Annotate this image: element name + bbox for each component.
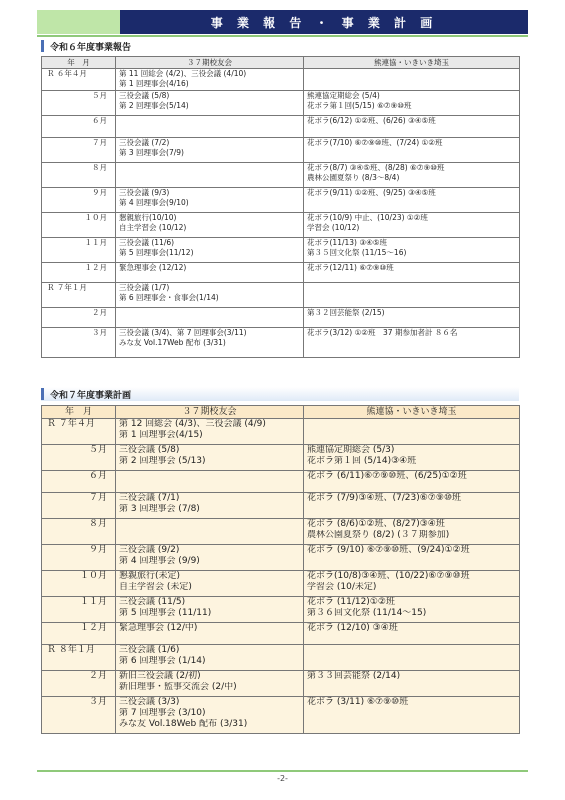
table-row — [42, 138, 520, 163]
alumni-cell — [116, 545, 304, 571]
other-cell — [304, 645, 520, 671]
cell-line: 三役会議 (9/3) — [119, 188, 170, 197]
cell-line: 第 7 回理事会 (3/10) — [119, 708, 206, 718]
table-header-row — [42, 406, 520, 419]
other-cell — [304, 91, 520, 116]
month-cell: １２月 — [42, 263, 116, 283]
page-number: -2- — [277, 774, 288, 783]
month-cell: ５月 — [42, 445, 116, 471]
table-row — [42, 597, 520, 623]
table-row — [42, 445, 520, 471]
cell-line: 学習会 (10/未定) — [307, 582, 377, 592]
cell-line: 三役会議 (5/8) — [119, 445, 180, 455]
other-cell — [304, 571, 520, 597]
other-cell — [304, 69, 520, 91]
table-row — [42, 213, 520, 238]
cell-line: 自主学習会 (10/12) — [119, 222, 187, 232]
month-cell: ３月 — [42, 328, 116, 358]
cell-line: 花ボラ (6/11)⑥⑦⑨⑩班、(6/25)①②班 — [307, 471, 467, 481]
alumni-cell — [116, 623, 304, 645]
month-cell: １１月 — [42, 238, 116, 263]
cell-line: 花ボラ(11/13) ③④⑤班 — [307, 238, 388, 247]
table-row — [42, 283, 520, 308]
cell-line: 第 6 回理事会 (1/14) — [119, 656, 206, 666]
cell-line: 懇親旅行(未定) — [119, 571, 181, 581]
cell-line: 花ボラ(10/8)③④班、(10/22)⑥⑦⑨⑩班 — [307, 571, 470, 581]
cell-line: 新旧三役会議 (2/初) — [119, 671, 201, 681]
header-alumni: ３７期校友会 — [116, 57, 304, 69]
table-row — [42, 69, 520, 91]
month-cell: ９月 — [42, 188, 116, 213]
table-row — [42, 623, 520, 645]
table-row — [42, 545, 520, 571]
cell-line: 学習会 (10/12) — [307, 222, 360, 232]
alumni-cell — [116, 69, 304, 91]
cell-line: 花ボラ (12/10) ③④班 — [307, 623, 398, 633]
alumni-cell — [116, 238, 304, 263]
table-row — [42, 645, 520, 671]
plan-table — [41, 405, 520, 734]
month-cell: ９月 — [42, 545, 116, 571]
alumni-cell — [116, 571, 304, 597]
month-cell: ２月 — [42, 308, 116, 328]
page-header — [37, 10, 528, 34]
alumni-cell — [116, 645, 304, 671]
cell-line: 三役会議 (11/5) — [119, 597, 186, 607]
alumni-cell — [116, 163, 304, 188]
alumni-cell — [116, 91, 304, 116]
month-cell: １２月 — [42, 623, 116, 645]
cell-line: 緊急理事会 (12/中) — [119, 623, 198, 633]
alumni-cell — [116, 671, 304, 697]
table-row — [42, 91, 520, 116]
other-cell — [304, 238, 520, 263]
other-cell — [304, 308, 520, 328]
month-cell: Ｒ ７年４月 — [42, 419, 116, 445]
cell-line: 第 11 回総会 (4/2)、三役会議 (4/10) — [119, 69, 247, 78]
month-cell: ８月 — [42, 519, 116, 545]
section-marker — [41, 40, 44, 52]
month-cell: ６月 — [42, 471, 116, 493]
month-cell: Ｒ ６年４月 — [42, 69, 116, 91]
header-accent — [37, 10, 120, 34]
alumni-cell — [116, 116, 304, 138]
cell-line: 第 3 回理事会 (7/8) — [119, 504, 200, 514]
cell-line: みな友 Vol.17Web 配布 (3/31) — [119, 337, 226, 347]
month-cell: ３月 — [42, 697, 116, 734]
cell-line: 懇親旅行(10/10) — [119, 213, 177, 222]
table-row — [42, 697, 520, 734]
month-cell: ５月 — [42, 91, 116, 116]
cell-line: 花ボラ (3/11) ⑥⑦⑨⑩班 — [307, 697, 409, 707]
table-row — [42, 519, 520, 545]
alumni-cell — [116, 519, 304, 545]
month-cell: １０月 — [42, 571, 116, 597]
cell-line: 三役会議 (7/2) — [119, 138, 170, 147]
cell-line: 花ボラ(9/11) ①②班、(9/25) ③④⑤班 — [307, 188, 436, 197]
table-row — [42, 188, 520, 213]
month-cell: Ｒ ７年１月 — [42, 283, 116, 308]
cell-line: 第 5 回理事会(11/12) — [119, 247, 194, 257]
other-cell — [304, 116, 520, 138]
other-cell — [304, 445, 520, 471]
table-row — [42, 116, 520, 138]
plan-section-title: 令和７年度事業計画 — [41, 387, 519, 401]
report-section-title: 令和６年度事業報告 — [41, 39, 131, 53]
cell-line: 第 4 回理事会 (9/9) — [119, 556, 200, 566]
other-cell — [304, 419, 520, 445]
footer-rule — [37, 770, 528, 772]
other-cell — [304, 328, 520, 358]
cell-line: 花ボラ (8/6)①②班、(8/27)③④班 — [307, 519, 445, 529]
cell-line: 熊連協定期総会 (5/4) — [307, 91, 380, 100]
table-row — [42, 419, 520, 445]
other-cell — [304, 163, 520, 188]
month-cell: １０月 — [42, 213, 116, 238]
month-cell: ８月 — [42, 163, 116, 188]
month-cell: ７月 — [42, 138, 116, 163]
other-cell — [304, 519, 520, 545]
cell-line: 第 1 回理事会(4/15) — [119, 430, 203, 440]
cell-line: 花ボラ(6/12) ①②班、(6/26) ③④⑤班 — [307, 116, 436, 125]
other-cell — [304, 188, 520, 213]
cell-line: みな友 Vol.18Web 配布 (3/31) — [119, 719, 248, 729]
cell-line: 第 2 回理事会(5/14) — [119, 100, 189, 110]
table-row — [42, 238, 520, 263]
alumni-cell — [116, 328, 304, 358]
cell-line: 第 12 回総会 (4/3)、三役会議 (4/9) — [119, 419, 266, 429]
cell-line: 第 5 回理事会 (11/11) — [119, 608, 212, 618]
report-table — [41, 56, 520, 358]
cell-line: 第 2 回理事会 (5/13) — [119, 456, 206, 466]
page-title: 事 業 報 告 ・ 事 業 計 画 — [120, 10, 528, 34]
other-cell — [304, 597, 520, 623]
other-cell — [304, 263, 520, 283]
alumni-cell — [116, 188, 304, 213]
alumni-cell — [116, 445, 304, 471]
cell-line: 三役会議 (3/3) — [119, 697, 180, 707]
header-rule — [37, 35, 528, 37]
cell-line: 三役会議 (5/8) — [119, 91, 170, 100]
other-cell — [304, 471, 520, 493]
cell-line: 第 1 回理事会(4/16) — [119, 78, 189, 88]
month-cell: Ｒ ８年１月 — [42, 645, 116, 671]
cell-line: 第３３回芸能祭 (2/14) — [307, 671, 401, 681]
alumni-cell — [116, 263, 304, 283]
cell-line: 第３６回文化祭 (11/14～15) — [307, 608, 427, 618]
month-cell: ２月 — [42, 671, 116, 697]
cell-line: 農林公園夏祭り (8/2) (３７期参加) — [307, 530, 450, 540]
table-row — [42, 263, 520, 283]
cell-line: 熊連協定期総会 (5/3) — [307, 445, 395, 455]
cell-line: 第 6 回理事会・食事会(1/14) — [119, 292, 219, 302]
cell-line: 花ボラ(7/10) ⑥⑦⑨⑩班、(7/24) ①②班 — [307, 138, 443, 147]
cell-line: 三役会議 (1/6) — [119, 645, 180, 655]
cell-line: 花ボラ(3/12) ①②班 37 期参加者計 ８６名 — [307, 328, 458, 337]
cell-line: 花ボラ (7/9)③④班、(7/23)⑥⑦⑨⑩班 — [307, 493, 462, 503]
cell-line: 緊急理事会 (12/12) — [119, 263, 187, 272]
cell-line: 花ボラ(10/9) 中止、(10/23) ①②班 — [307, 213, 428, 222]
cell-line: 農林公園夏祭り (8/3～8/4) — [307, 172, 400, 182]
alumni-cell — [116, 419, 304, 445]
table-row — [42, 328, 520, 358]
cell-line: 第３２回芸能祭 (2/15) — [307, 308, 385, 317]
table-row — [42, 308, 520, 328]
other-cell — [304, 623, 520, 645]
header-other: 熊連協・いきいき埼玉 — [304, 406, 520, 419]
cell-line: 三役会議 (9/2) — [119, 545, 180, 555]
table-row — [42, 671, 520, 697]
header-month: 年 月 — [42, 406, 116, 419]
other-cell — [304, 213, 520, 238]
header-other: 熊連協・いきいき埼玉 — [304, 57, 520, 69]
other-cell — [304, 283, 520, 308]
alumni-cell — [116, 493, 304, 519]
cell-line: 三役会議 (1/7) — [119, 283, 170, 292]
alumni-cell — [116, 138, 304, 163]
cell-line: 花ボラ (11/12)①②班 — [307, 597, 395, 607]
table-row — [42, 493, 520, 519]
cell-line: 花ボラ第１回 (5/14)③④班 — [307, 456, 417, 466]
month-cell: ６月 — [42, 116, 116, 138]
cell-line: 花ボラ(12/11) ⑥⑦⑨⑩班 — [307, 263, 394, 272]
alumni-cell — [116, 283, 304, 308]
cell-line: 花ボラ第１回(5/15) ⑥⑦⑨⑩班 — [307, 100, 412, 110]
cell-line: 新旧理事・監事交流会 (2/中) — [119, 682, 237, 692]
header-alumni: ３７期校友会 — [116, 406, 304, 419]
cell-line: 三役会議 (3/4)、第 7 回理事会(3/11) — [119, 328, 247, 337]
cell-line: 三役会議 (11/6) — [119, 238, 175, 247]
other-cell — [304, 545, 520, 571]
alumni-cell — [116, 471, 304, 493]
cell-line: 花ボラ (9/10) ⑥⑦⑨⑩班、(9/24)①②班 — [307, 545, 470, 555]
other-cell — [304, 138, 520, 163]
cell-line: 第 3 回理事会(7/9) — [119, 147, 184, 157]
table-row — [42, 471, 520, 493]
section-marker — [41, 388, 44, 400]
alumni-cell — [116, 597, 304, 623]
table-header-row — [42, 57, 520, 69]
cell-line: 花ボラ(8/7) ③④⑤班、(8/28) ⑥⑦⑨⑩班 — [307, 163, 445, 172]
other-cell — [304, 671, 520, 697]
table-row — [42, 571, 520, 597]
alumni-cell — [116, 697, 304, 734]
cell-line: 第３５回文化祭 (11/15～16) — [307, 247, 407, 257]
cell-line: 三役会議 (7/1) — [119, 493, 180, 503]
cell-line: 自主学習会 (未定) — [119, 582, 192, 592]
alumni-cell — [116, 213, 304, 238]
cell-line: 第 4 回理事会(9/10) — [119, 197, 189, 207]
month-cell: ７月 — [42, 493, 116, 519]
other-cell — [304, 697, 520, 734]
alumni-cell — [116, 308, 304, 328]
other-cell — [304, 493, 520, 519]
month-cell: １１月 — [42, 597, 116, 623]
table-row — [42, 163, 520, 188]
header-month: 年 月 — [42, 57, 116, 69]
